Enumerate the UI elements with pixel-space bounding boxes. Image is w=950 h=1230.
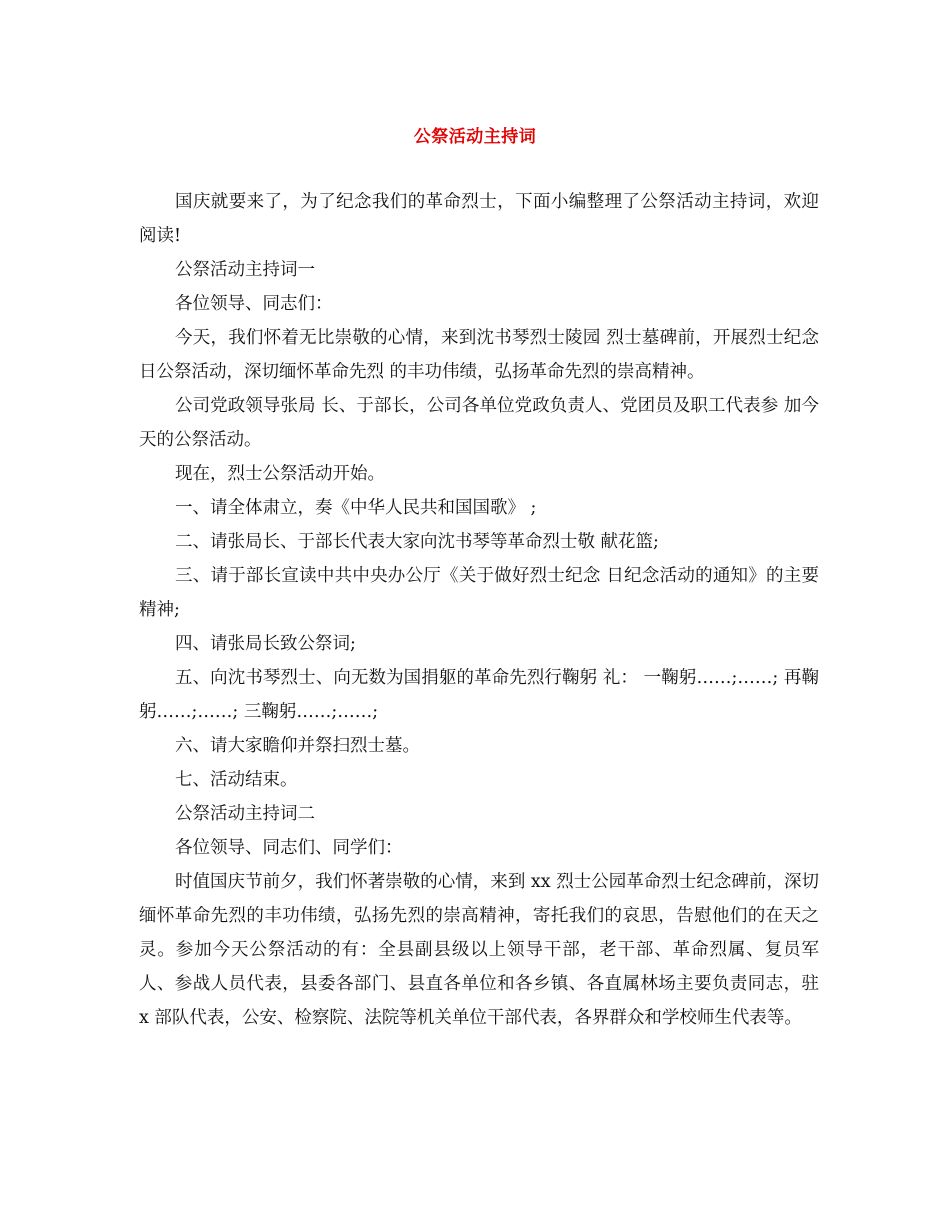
salutation-2: 各位领导、同志们、同学们： xyxy=(175,838,403,858)
document-body xyxy=(139,185,819,1035)
agenda-item-6: 六、请大家瞻仰并祭扫烈士墓。 xyxy=(175,736,420,756)
agenda-item-7: 七、活动结束。 xyxy=(175,770,298,790)
paragraph-attendees-1: 公司党政领导张局 长、于部长，公司各单位党政负责人、党团员及职工代表参 加今天的公祭活动。 xyxy=(139,396,819,450)
document-title: 公祭活动主持词 xyxy=(413,127,537,147)
agenda-item-4: 四、请张局长致公祭词; xyxy=(175,634,356,654)
section-heading-1: 公祭活动主持词一 xyxy=(175,260,315,280)
paragraph-intro: 国庆就要来了，为了纪念我们的革命烈士，下面小编整理了公祭活动主持词，欢迎阅读! xyxy=(139,192,819,246)
paragraph-opening-2: 时值国庆节前夕，我们怀著崇敬的心情，来到 xx 烈士公园革命烈士纪念碑前，深切缅怀革命先烈的丰功伟绩，弘扬先烈的崇高精神，寄托我们的哀思，告慰他们的在天之灵。参加今天公祭活动的有：全县副县级以上领导干部，老干部、革命烈属、复员军人、参战人员代表，县委各部门、县直各单位和各乡镇、各直属林场主要负责同志，驻 x 部队代表，公安、检察院、法院等机关单位干部代表，各界群众和学校师生代表等。 xyxy=(139,872,819,1028)
agenda-item-5: 五、向沈书琴烈士、向无数为国捐躯的革命先烈行鞠躬 礼： 一鞠躬……;……; 再鞠躬……;……; 三鞠躬……;……; xyxy=(139,668,819,722)
agenda-item-3: 三、请于部长宣读中共中央办公厅《关于做好烈士纪念 日纪念活动的通知》的主要精神; xyxy=(139,566,819,620)
paragraph-start: 现在，烈士公祭活动开始。 xyxy=(175,464,385,484)
section-heading-2: 公祭活动主持词二 xyxy=(175,804,315,824)
agenda-item-2: 二、请张局长、于部长代表大家向沈书琴等革命烈士敬 献花篮; xyxy=(175,532,659,552)
paragraph-opening-1: 今天，我们怀着无比崇敬的心情，来到沈书琴烈士陵园 烈士墓碑前，开展烈士纪念日公祭活动，深切缅怀革命先烈 的丰功伟绩，弘扬革命先烈的崇高精神。 xyxy=(139,328,819,382)
salutation-1: 各位领导、同志们： xyxy=(175,294,333,314)
agenda-item-1: 一、请全体肃立，奏《中华人民共和国国歌》 ; xyxy=(175,498,537,518)
